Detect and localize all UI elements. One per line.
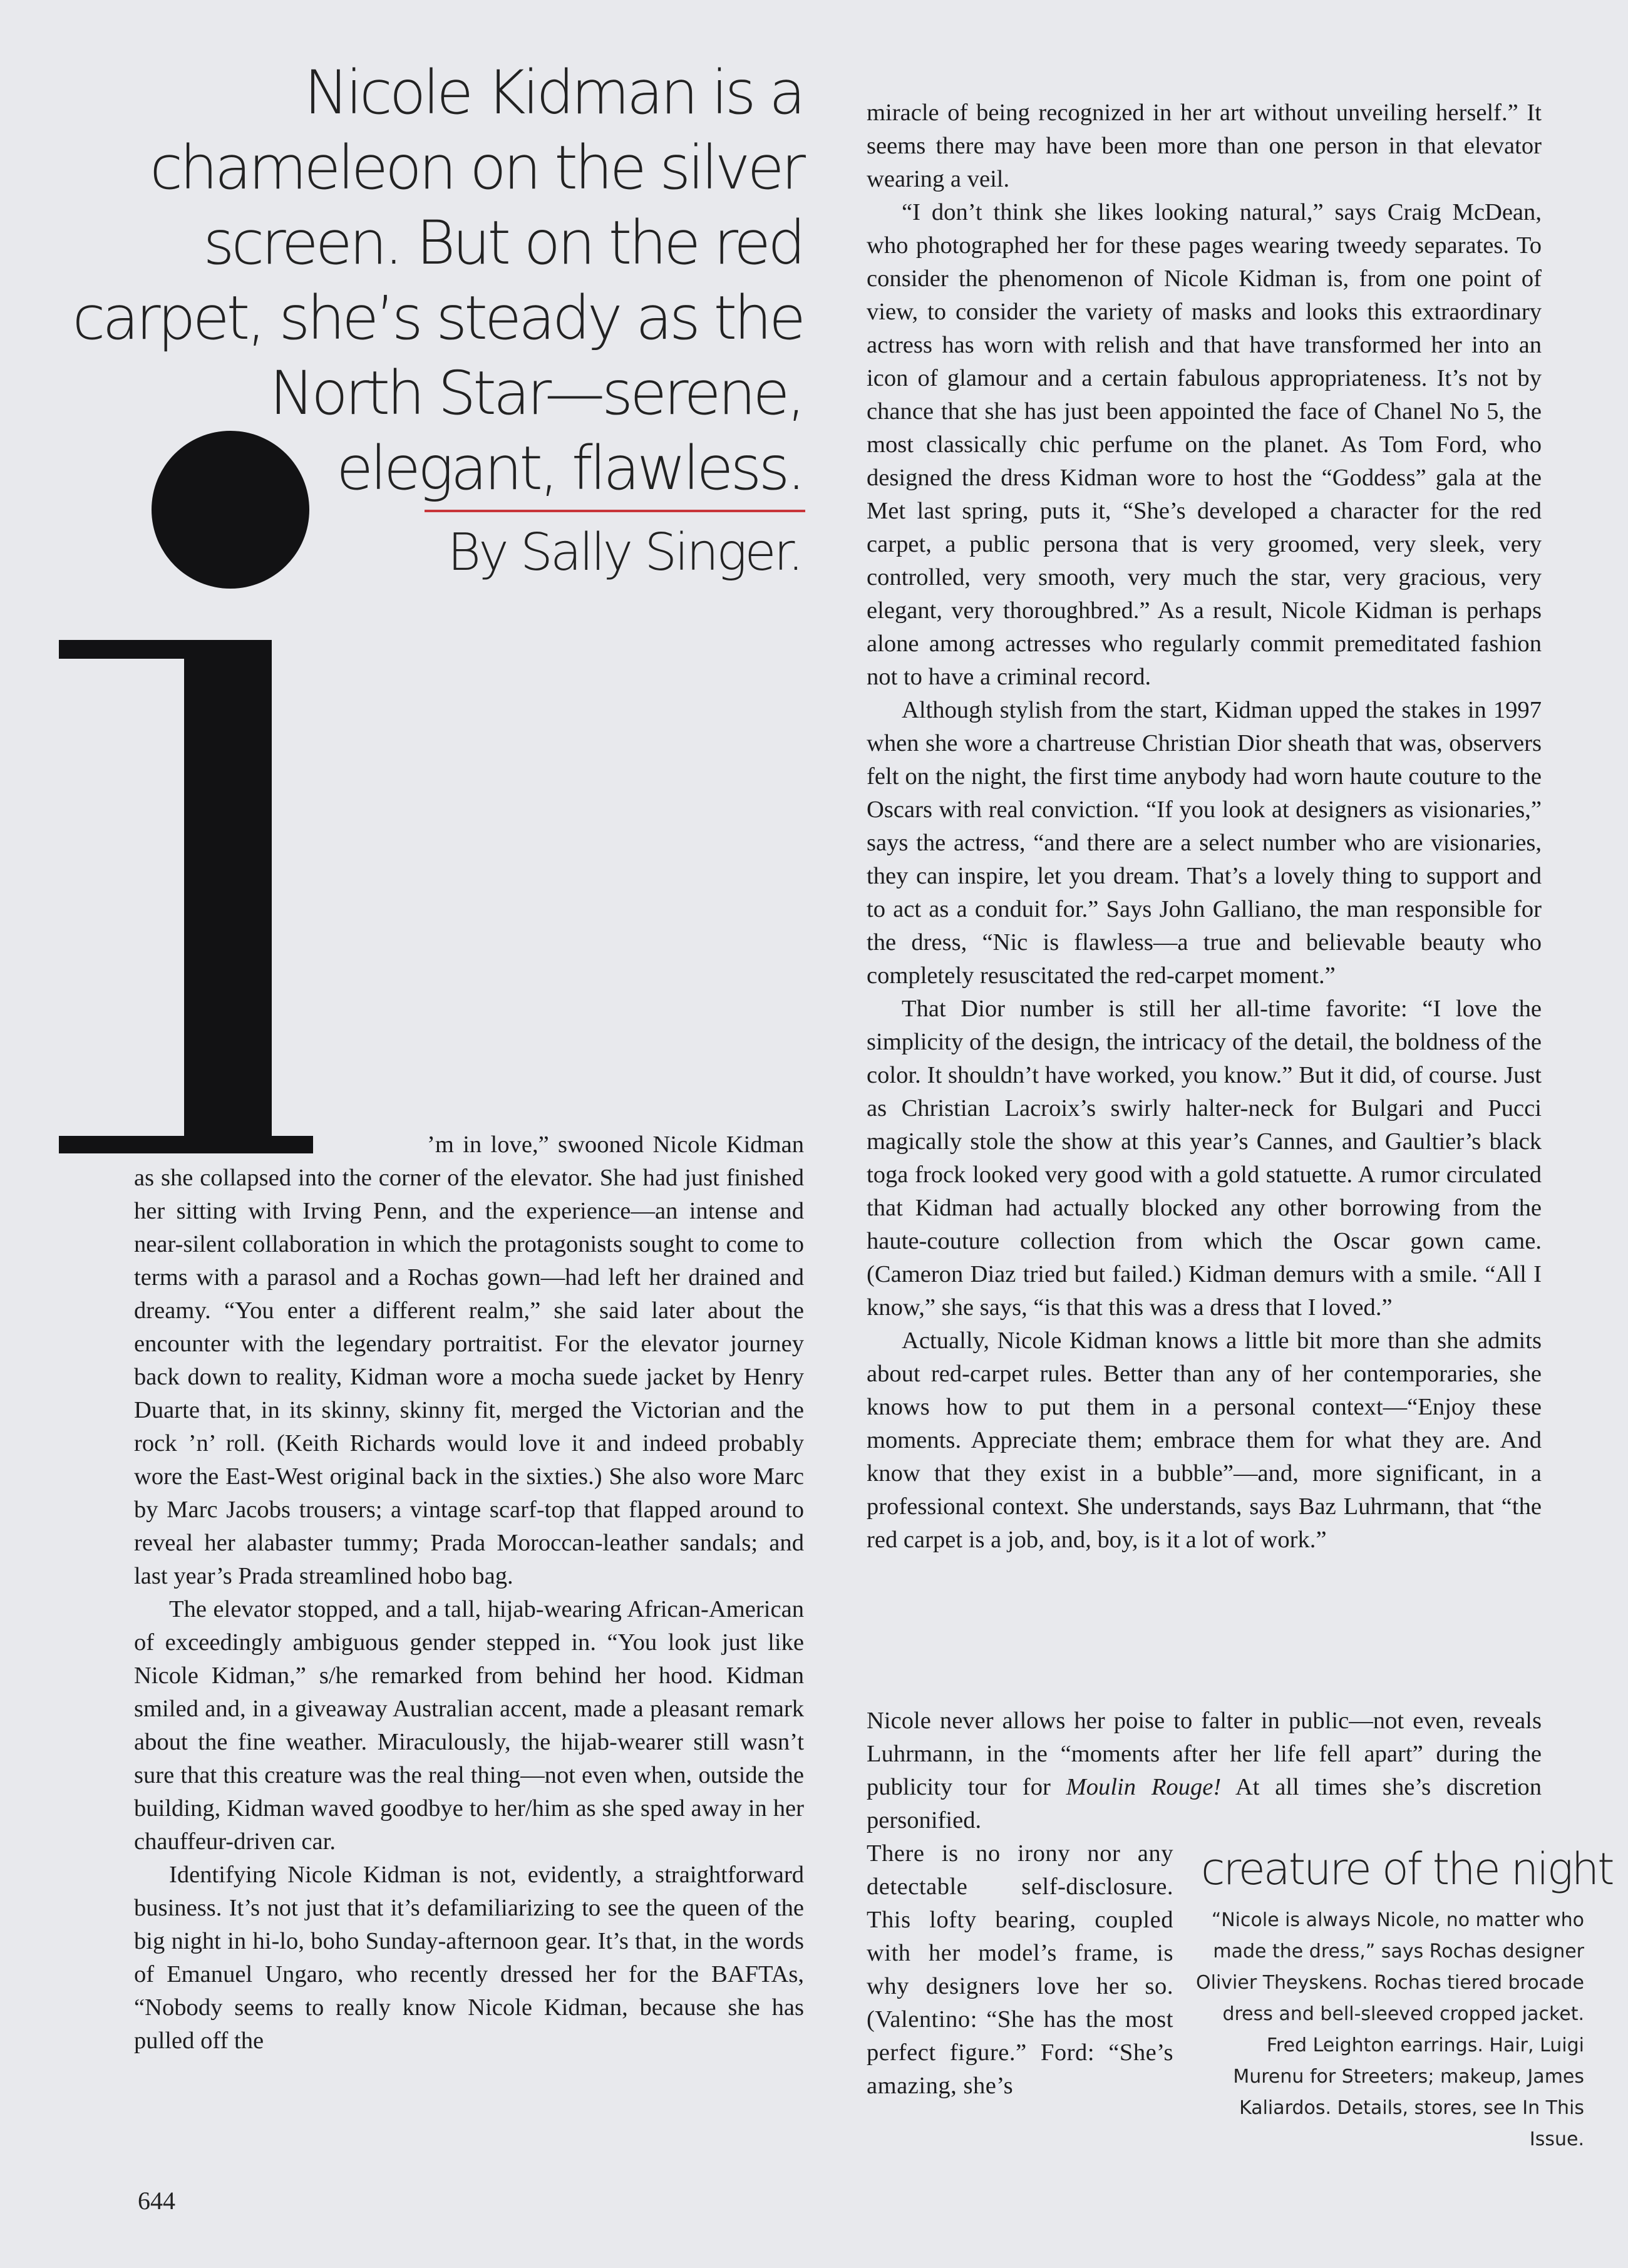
body-paragraph: “I don’t think she likes looking natural,” says Craig McDean, who photographed her for these pages wearing tweedy separates. To consider the phenomenon of Nicole Kidman is, from one point of view, to consider the variety of masks and looks this extraordinary actress has worn with relish and that have transformed her into an icon of glamour and a certain fabulous appropriateness. It’s not by chance that she has just been appointed the face of Chanel No 5, the most classically chic perfume on the planet. As Tom Ford, who designed the dress Kidman wore to host the “Goddess” gala at the Met last spring, puts it, “She’s developed a character for the red carpet, a public persona that is very groomed, very sleek, very controlled, very smooth, very much the star, very gracious, very elegant, very thoroughbred.” As a result, Nicole Kidman is perhaps alone among actresses who regularly commit premeditated fashion not to have a criminal record. xyxy=(867,199,1542,690)
body-column-narrow xyxy=(867,1837,1173,2103)
body-paragraph: Actually, Nicole Kidman knows a little bit more than she admits about red-carpet rules. Better than any of her contemporaries, she knows how to put them in a personal context—“Enjoy these moments. Appreciate them; embrace them for what they are. And know that they exist in a bubble”—and, more significant, in a professional context. She understands, says Baz Luhrmann, that “the red carpet is a job, and, boy, is it a lot of work.” xyxy=(867,1327,1542,1553)
drop-cap-dot xyxy=(152,431,309,589)
drop-cap-bar xyxy=(184,640,272,1141)
byline: By Sally Singer. xyxy=(447,523,801,582)
film-title: Moulin Rouge! xyxy=(1066,1774,1222,1800)
body-column-right xyxy=(867,96,1542,1557)
body-text: At all times she’s discretion personified. xyxy=(867,1774,1542,1833)
drop-cap-stem xyxy=(59,640,313,1153)
body-text: Nicole never allows her poise to falter in public—not even, reveals Luhrmann, in the “moments after her life fell apart” during the publicity tour for xyxy=(867,1708,1542,1800)
headline-line: elegant, flawless. xyxy=(336,433,803,503)
body-paragraph: Although stylish from the start, Kidman upped the stakes in 1997 when she wore a chartreuse Christian Dior sheath that was, observers felt on the night, the first time anybody had worn haute couture to the Oscars with real conviction. “If you look at designers as visionaries,” says the actress, “and there are a select number who are visionaries, they can inspire, let you dream. That’s a lovely thing to support and to act as a conduit for.” Says John Galliano, the man responsible for the dress, “Nic is flawless—a true and believable beauty who completely resuscitated the red-carpet moment.” xyxy=(867,697,1542,989)
page-number: 644 xyxy=(138,2187,175,2215)
drop-cap-serif-top xyxy=(59,640,184,659)
body-column-left xyxy=(134,1128,804,2058)
body-paragraph: ’m in love,” swooned Nicole Kidman as she collapsed into the corner of the elevator. She had just finished her sitting with Irving Penn, and the experience—an intense and near-silent collaboration in which the protagonists sought to come to terms with a parasol and a Rochas gown—had left her drained and dreamy. “You enter a different realm,” she said later about the encounter with the legendary portraitist. For the elevator journey back down to reality, Kidman wore a mocha suede jacket by Henry Duarte that, in its skinny, skinny fit, merged the Victorian and the rock ’n’ roll. (Keith Richards would love it and indeed probably wore the East-West original back in the sixties.) She also wore Marc by Marc Jacobs trousers; a vintage scarf-top that flapped around to reveal her alabaster tummy; Prada Moroccan-leather sandals; and last year’s Prada streamlined hobo bag. xyxy=(134,1131,804,1589)
headline-underline xyxy=(425,510,805,512)
body-paragraph: Identifying Nicole Kidman is not, evidently, a straightforward business. It’s not just that it’s defamiliarizing to see the queen of the big night in hi-lo, boho Sunday-afternoon gear. It’s that, in the words of Emanuel Ungaro, who recently dressed her for the BAFTAs, “Nobody seems to really know Nicole Kidman, because she has pulled off the xyxy=(134,1862,804,2054)
headline-line: screen. But on the red xyxy=(203,208,803,278)
headline-line: North Star—serene, xyxy=(269,358,803,428)
body-paragraph: That Dior number is still her all-time favorite: “I love the simplicity of the design, the intricacy of the detail, the boldness of the color. It shouldn’t have worked, you know.” But it did, of course. Just as Christian Lacroix’s swirly halter-neck for Bulgari and Pucci magically stole the show at this year’s Cannes, and Gaultier’s black toga frock looked very good with a gold statuette. A rumor circulated that Kidman had actually blocked any other borrowing from the haute-couture collection from which the Oscar gown came. (Cameron Diaz tried but failed.) Kidman demurs with a smile. “All I know,” she says, “is that this was a dress that I loved.” xyxy=(867,996,1542,1321)
body-paragraph: There is no irony nor any detectable self-disclosure. This lofty bearing, coupled with her model’s frame, is why designers love her so. (Valentino: “She has the most perfect figure.” Ford: “She’s amazing, she’s xyxy=(867,1840,1173,2099)
body-paragraph xyxy=(867,1704,1542,1837)
sidebar-caption: “Nicole is always Nicole, no matter who made the dress,” says Rochas designer Olivier Theyskens. Rochas tiered brocade dress and bell-sleeved cropped jacket. Fred Leighton earrings. Hair, Luigi Murenu for Streeters; makeup, James Kaliardos. Details, stores, see In This Issue. xyxy=(1196,1909,1584,2150)
body-paragraph: The elevator stopped, and a tall, hijab-wearing African-American of exceedingly ambiguous gender stepped in. “You look just like Nicole Kidman,” s/he remarked from behind her hood. Kidman smiled and, in a giveaway Australian accent, made a pleasant remark about the fine weather. Miraculously, the hijab-wearer still wasn’t sure that this creature was the real thing—not even when, outside the building, Kidman waved goodbye to her/him as she sped away in her chauffeur-driven car. xyxy=(134,1596,804,1855)
headline-deck xyxy=(69,55,803,506)
headline-line: chameleon on the silver xyxy=(150,133,803,203)
body-paragraph: miracle of being recognized in her art without unveiling herself.” It seems there may have been more than one person in that elevator wearing a veil. xyxy=(867,100,1542,192)
headline-line: carpet, she’s steady as the xyxy=(72,283,803,353)
headline-line: Nicole Kidman is a xyxy=(304,58,803,128)
body-column-right-continued xyxy=(867,1704,1542,1837)
sidebar-title: creature of the night xyxy=(1201,1843,1613,1895)
